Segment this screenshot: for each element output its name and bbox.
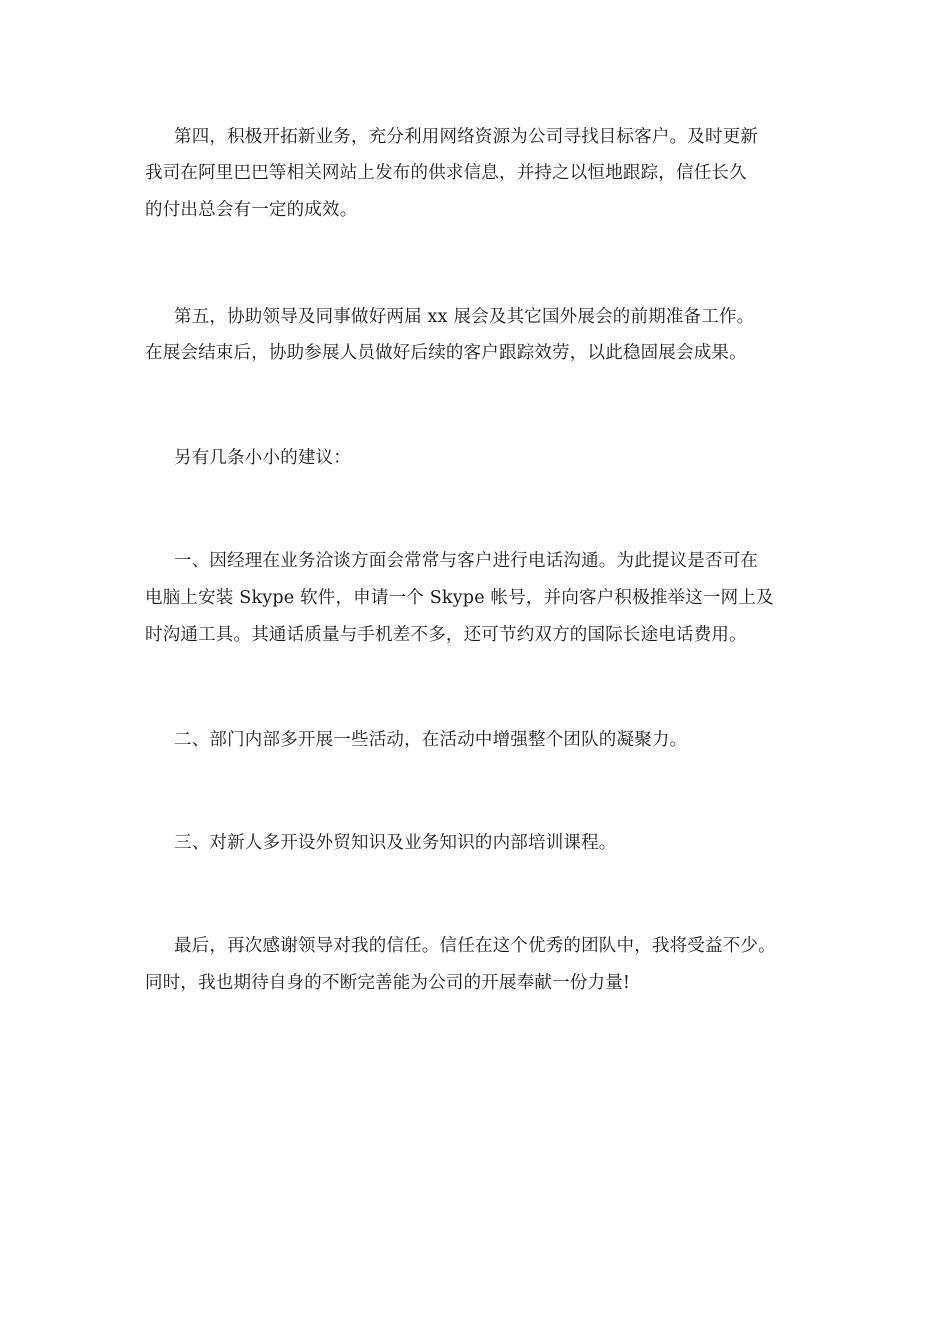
paragraph-2-line-2: 在展会结束后，协助参展人员做好后续的客户跟踪效劳，以此稳固展会成果。 (145, 343, 747, 363)
paragraph-1-line-3: 的付出总会有一定的成效。 (145, 200, 358, 220)
paragraph-2-line-1: 第五，协助领导及同事做好两届 xx 展会及其它国外展会的前期准备工作。 (174, 307, 755, 327)
paragraph-5-line-1: 二、部门内部多开展一些活动，在活动中增强整个团队的凝聚力。 (174, 730, 688, 750)
paragraph-4-line-1: 一、因经理在业务洽谈方面会常常与客户进行电话沟通。为此提议是否可在 (174, 551, 759, 571)
paragraph-3-line-1: 另有几条小小的建议： (174, 448, 351, 468)
paragraph-4-line-3: 时沟通工具。其通话质量与手机差不多，还可节约双方的国际长途电话费用。 (145, 625, 747, 645)
paragraph-7-line-1: 最后，再次感谢领导对我的信任。信任在这个优秀的团队中，我将受益不少。 (174, 936, 776, 956)
paragraph-7-line-2: 同时，我也期待自身的不断完善能为公司的开展奉献一份力量! (145, 973, 631, 993)
paragraph-1-line-1: 第四，积极开拓新业务，充分利用网络资源为公司寻找目标客户。及时更新 (174, 127, 759, 147)
paragraph-1-line-2: 我司在阿里巴巴等相关网站上发布的供求信息，并持之以恒地跟踪，信任长久 (145, 163, 747, 183)
paragraph-4-line-2: 电脑上安装 Skype 软件，申请一个 Skype 帐号，并向客户积极推举这一网上及 (145, 588, 774, 608)
paragraph-6-line-1: 三、对新人多开设外贸知识及业务知识的内部培训课程。 (174, 833, 617, 853)
